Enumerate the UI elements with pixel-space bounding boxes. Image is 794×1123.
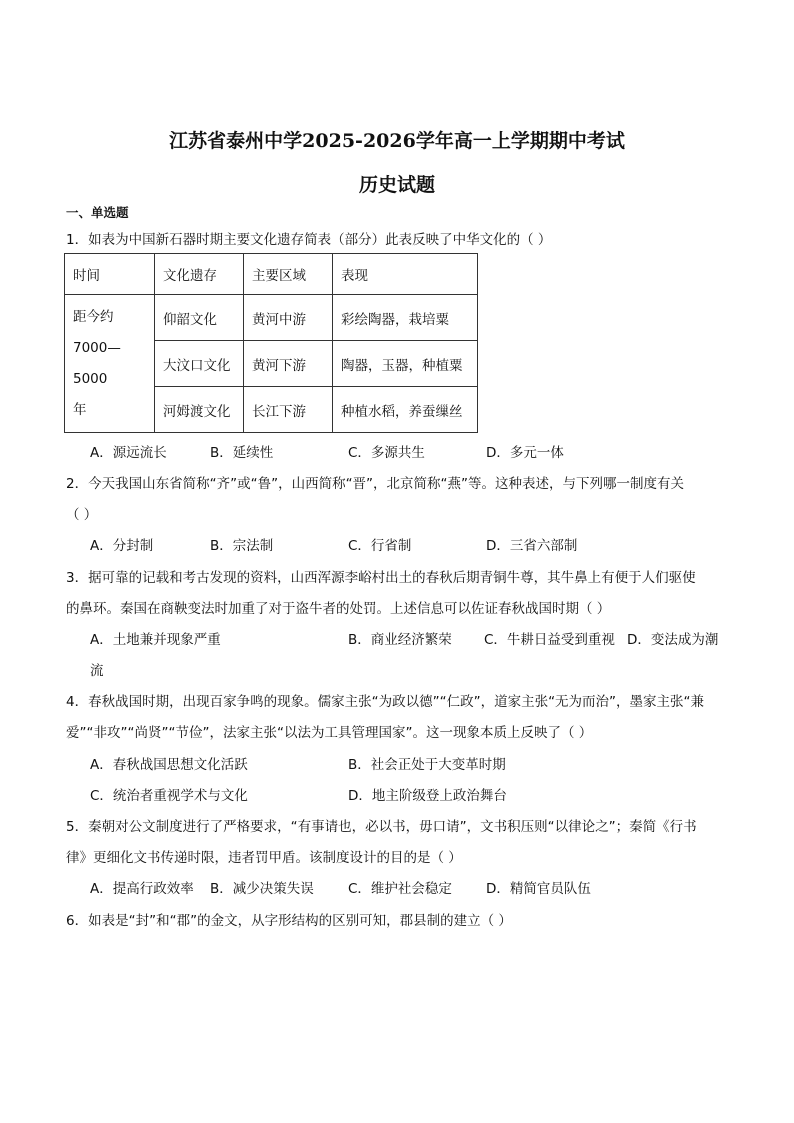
q4-stem-line: 爱”“非攻”“尚贤”“节俭”，法家主张“以法为工具管理国家”。这一现象本质上反映了（ ） [66, 725, 593, 741]
q1-option-a: A．源远流长 [90, 445, 167, 461]
q1-option-c: C．多源共生 [348, 445, 425, 461]
culture-cell: 仰韶文化 [155, 295, 244, 341]
table-header-cell: 文化遗存 [155, 254, 244, 295]
q2-stem-line: 2．今天我国山东省简称“齐”或“鲁”，山西简称“晋”，北京简称“燕”等。这种表述，与下列哪一制度有关 [66, 476, 685, 492]
period-line: 距今约 [73, 308, 114, 325]
q1-culture-table [64, 253, 478, 433]
q6-stem: 6．如表是“封”和“郡”的金文，从字形结构的区别可知，郡县制的建立（ ） [66, 913, 512, 929]
q2-option-d: D．三省六部制 [486, 538, 578, 554]
region-cell: 长江下游 [244, 387, 333, 433]
q5-option-a: A．提高行政效率 [90, 881, 194, 897]
section-heading: 一、单选题 [66, 205, 129, 220]
q2-option-c: C．行省制 [348, 538, 412, 554]
q4-option-c: C．统治者重视学术与文化 [90, 788, 248, 804]
q1-stem: 1．如表为中国新石器时期主要文化遗存简表（部分）此表反映了中华文化的（ ） [66, 232, 552, 248]
q3-option-d: D．变法成为潮 [627, 632, 719, 648]
table-header-cell: 时间 [65, 254, 155, 295]
q1-option-d: D．多元一体 [486, 445, 564, 461]
culture-cell: 河姆渡文化 [155, 387, 244, 433]
q5-option-d: D．精简官员队伍 [486, 881, 591, 897]
q4-option-a: A．春秋战国思想文化活跃 [90, 757, 248, 773]
culture-cell: 大汶口文化 [155, 341, 244, 387]
q5-stem-line: 5．秦朝对公文制度进行了严格要求，“有事请也，必以书，毋口请”，文书积压则“以律论之”；秦简《行书 [66, 819, 697, 835]
q5-stem-line: 律》更细化文书传递时限，违者罚甲盾。该制度设计的目的是（ ） [66, 850, 462, 866]
q4-stem-line: 4．春秋战国时期，出现百家争鸣的现象。儒家主张“为政以德”“仁政”，道家主张“无为而治”，墨家主张“兼 [66, 694, 705, 710]
period-line: 7000—5000 [73, 339, 121, 387]
region-cell: 黄河下游 [244, 341, 333, 387]
q3-option-c: C．牛耕日益受到重视 [484, 632, 615, 648]
q2-option-a: A．分封制 [90, 538, 154, 554]
feature-cell: 陶器，玉器，种植粟 [333, 341, 478, 387]
q2-option-b: B．宗法制 [210, 538, 274, 554]
period-line: 年 [73, 401, 87, 418]
q3-stem-line: 3．据可靠的记载和考古发现的资料，山西浑源李峪村出土的春秋后期青铜牛尊，其牛鼻上有便于人们驱使 [66, 570, 696, 586]
exam-subtitle: 历史试题 [358, 174, 435, 196]
q3-option-a: A．土地兼并现象严重 [90, 632, 221, 648]
q4-option-b: B．社会正处于大变革时期 [348, 757, 506, 773]
q2-stem-line: （ ） [66, 507, 98, 523]
q5-option-c: C．维护社会稳定 [348, 881, 452, 897]
table-header-row [65, 254, 478, 295]
table-row [65, 295, 478, 341]
feature-cell: 彩绘陶器，栽培粟 [333, 295, 478, 341]
q5-option-b: B．减少决策失误 [210, 881, 314, 897]
q3-option-d-wrap: 流 [90, 663, 104, 679]
exam-title: 江苏省泰州中学2025-2026学年高一上学期期中考试 [169, 130, 625, 152]
q3-stem-line: 的鼻环。秦国在商鞅变法时加重了对于盗牛者的处罚。上述信息可以佐证春秋战国时期（ ） [66, 601, 611, 617]
q4-option-d: D．地主阶级登上政治舞台 [348, 788, 507, 804]
q1-option-b: B．延续性 [210, 445, 274, 461]
table-header-cell: 主要区域 [244, 254, 333, 295]
feature-cell: 种植水稻，养蚕缫丝 [333, 387, 478, 433]
period-cell [65, 295, 155, 433]
table-header-cell: 表现 [333, 254, 478, 295]
q3-option-b: B．商业经济繁荣 [348, 632, 452, 648]
region-cell: 黄河中游 [244, 295, 333, 341]
